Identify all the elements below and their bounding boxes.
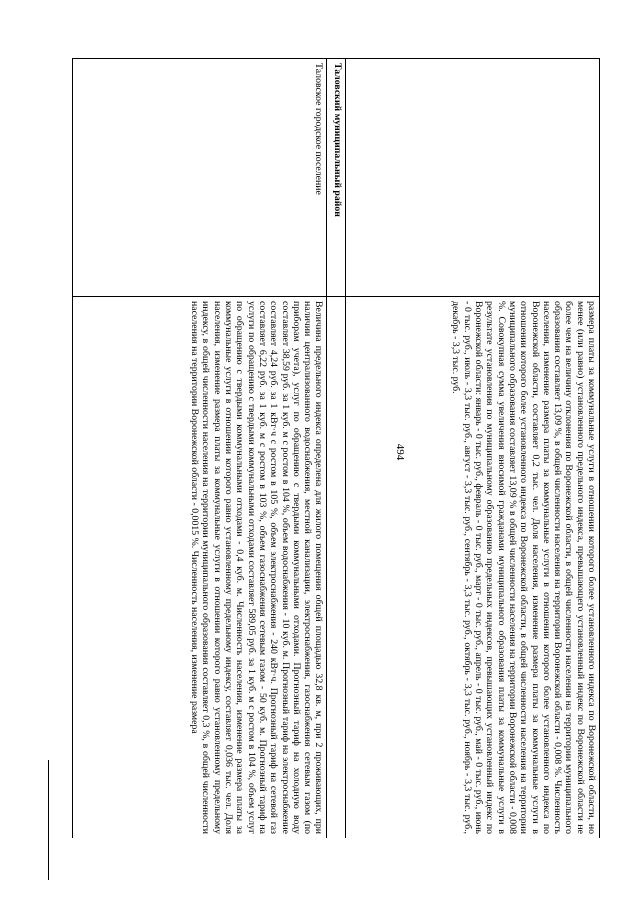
- district-header-row: [327, 59, 345, 839]
- municipality-cell: [345, 59, 599, 297]
- page-number: 494: [394, 443, 406, 461]
- table-row: [73, 59, 327, 839]
- rotated-table-wrapper: [72, 58, 600, 838]
- district-empty-cell: [327, 297, 345, 839]
- table-row: [345, 59, 599, 839]
- description-cell: [73, 297, 327, 839]
- municipality-cell: Таловское городское поселение: [73, 59, 327, 297]
- description-text: размера платы за коммунальные услуги в отношении которого более установленного индекса по Воронежской области, но менее (или равно) установленного предельного индекса, превышающего установленный индекс по Воронежской области не более чем на величину отклонения по Воронежской области, в общей численности населения на территории муниципального образования составляет 13,09 %, в общей численности населения на территории Воронежской области - 0,008 %. Численность населения, изменение размера платы за коммунальные услуги в отношении которого более установленного индекса по Воронежской области, составляет 0,2 тыс. чел. Доля населения, изменение размера платы за коммунальные услуги в отношении которого более установленного индекса по Воронежской области, в общей численности населения на территории муниципального образования составляет 13,09 % в общей численности населения на территории Воронежской области - 0,008 %. Совокупная сумма увеличения вносимой гражданами муниципального образования платы за коммунальные услуги в результате установления по муниципальному образованию предельных индексов, превышающих установленный индекс по Воронежской области: январь - 0 тыс. руб., февраль - 0 тыс. руб., март - 0 тыс. руб., апрель - 0 тыс. руб., май - 0 тыс. руб., июнь - 0 тыс. руб., июль - 3,3 тыс. руб., август - 3,3 тыс. руб., сентябрь - 3,3 тыс. руб., октябрь - 3,3 тыс. руб., ноябрь - 3,3 тыс. руб., декабрь - 3,3 тыс. руб.: [450, 301, 597, 834]
- table-container: [72, 58, 600, 838]
- footnote-divider: [48, 760, 49, 880]
- tariff-table: [72, 58, 600, 838]
- district-name: Таловский муниципальный район: [327, 59, 345, 297]
- description-text: Величина предельного индекса определена для жилого помещения общей площадью 32,8 кв. м, при 2 проживающих, при наличии централизованного водоснабжения, местной канализации, электроснабжения, газоснабжения сетевым газом (по приборам учета), услуг по обращению с твердыми коммунальными отходами. Прогнозный тариф на холодную воду составляет 38,59 руб. за 1 куб. м с ростом в 104 %, объем водоснабжения - 10 куб. м. Прогнозный тариф на электроснабжение составляет 4,24 руб. за 1 кВт·ч с ростом в 105 %, объем электроснабжения - 240 кВт·ч. Прогнозный тариф на сетевой газ составляет 6,22 руб. за 1 куб. м с ростом в 103 %, объем газоснабжения сетевым газом - 50 куб. м. Прогнозный тариф на услуги по обращению с твердыми коммунальными отходами составляет 589,05 руб. за 1 куб. м с ростом в 104 %, объем услуг по обращению с твердыми коммунальными отходами - 0,4 куб. м. Численность населения, изменение размера платы за коммунальные услуги в отношении которого равно установленному предельному индексу, составляет 0,036 тыс. чел. Доля населения, изменение размера платы за коммунальные услуги в отношении которого равно установленному предельному индексу, в общей численности населения на территории муниципального образования составляет 0,3 %, в общей численности населения на территории Воронежской области - 0,0015 %. Численность населения, изменение размера: [189, 301, 325, 834]
- description-cell: [345, 297, 599, 839]
